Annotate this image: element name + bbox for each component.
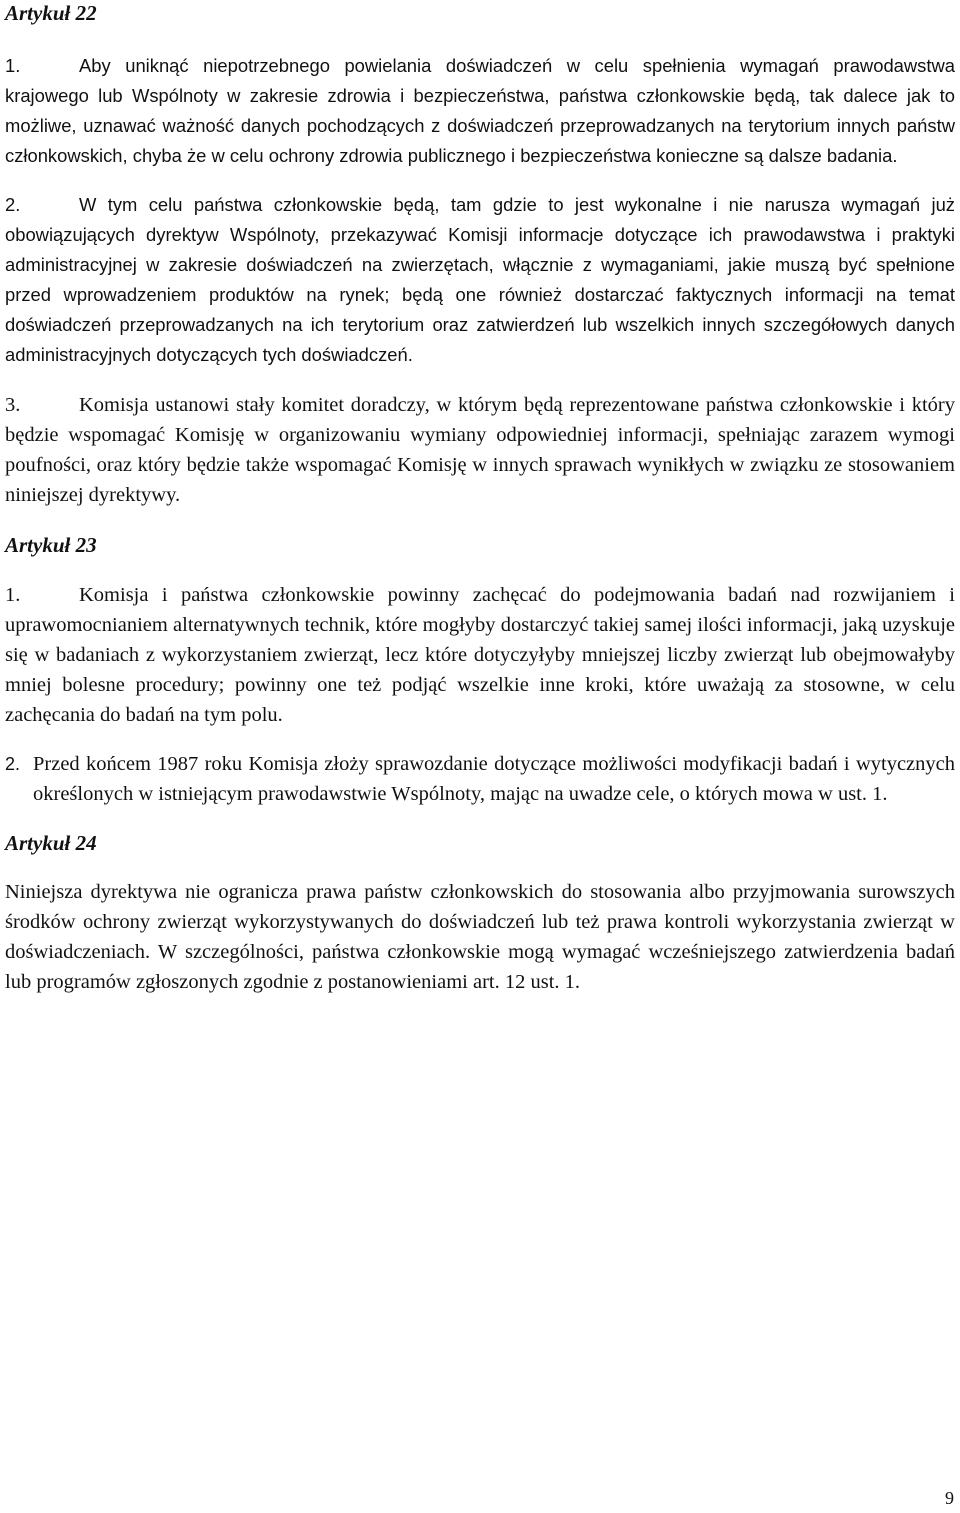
- paragraph-number: 1.: [5, 55, 21, 76]
- paragraph-text: Przed końcem 1987 roku Komisja złoży sprawozdanie dotyczące możliwości modyfikacji badań i wytycznych określonych w istniejącym prawodawstwie Wspólnoty, mając na uwadze cele, o których mowa w ust. 1.: [33, 753, 955, 805]
- article-23-paragraph-2: [5, 749, 955, 809]
- article-24-heading: Artykuł 24: [5, 831, 97, 855]
- paragraph-text: Aby uniknąć niepotrzebnego powielania doświadczeń w celu spełnienia wymagań prawodawstwa krajowego lub Wspólnoty w zakresie zdrowia i bezpieczeństwa, państwa członkowskie będą, tak dalece jak to możliwe, uznawać ważność danych pochodzących z doświadczeń przeprowadzanych na terytorium innych państw członkowskich, chyba że w celu ochrony zdrowia publicznego i bezpieczeństwa konieczne są dalsze badania.: [5, 55, 955, 166]
- page-number: 9: [945, 1488, 954, 1508]
- article-22-heading: Artykuł 22: [5, 1, 97, 25]
- paragraph-text: Niniejsza dyrektywa nie ogranicza prawa państw członkowskich do stosowania albo przyjmowania surowszych środków ochrony zwierząt wykorzystywanych do doświadczeń lub też prawa kontroli wykorzystania zwierząt w doświadczeniach. W szczególności, państwa członkowskie mogą wymagać wcześniejszego zatwierdzenia badań lub programów zgłoszonych zgodnie z postanowieniami art. 12 ust. 1.: [5, 881, 955, 993]
- article-23-paragraph-1: [5, 580, 955, 730]
- document-page: [5, 0, 955, 997]
- paragraph-text: W tym celu państwa członkowskie będą, tam gdzie to jest wykonalne i nie narusza wymagań już obowiązujących dyrektyw Wspólnoty, przekazywać Komisji informacje dotyczące ich prawodawstwa i praktyki administracyjnej w zakresie doświadczeń na zwierzętach, włącznie z wymaganiami, jakie muszą być spełnione przed wprowadzeniem produktów na rynek; będą one również dostarczać faktycznych informacji na temat doświadczeń przeprowadzanych na ich terytorium oraz zatwierdzeń lub wszelkich innych szczegółowych danych administracyjnych dotyczących tych doświadczeń.: [5, 194, 955, 365]
- article-22-paragraph-3: [5, 390, 955, 510]
- paragraph-number: 2.: [5, 754, 21, 774]
- paragraph-number: 2.: [5, 194, 21, 215]
- article-22-paragraph-1: [5, 51, 955, 171]
- article-22-paragraph-2: [5, 190, 955, 370]
- article-24-paragraph-1: [5, 877, 955, 997]
- paragraph-text: Komisja i państwa członkowskie powinny zachęcać do podejmowania badań nad rozwijaniem i uprawomocnianiem alternatywnych technik, które mogłyby dostarczyć takiej samej ilości informacji, jaką uzyskuje się w badaniach z wykorzystaniem zwierząt, lecz które dotyczyłyby mniejszej liczby zwierząt lub obejmowałyby mniej bolesne procedury; powinny one też podjąć wszelkie inne kroki, które uważają za stosowne, w celu zachęcania do badań na tym polu.: [5, 584, 955, 726]
- paragraph-number: 3.: [5, 394, 21, 416]
- article-23-heading: Artykuł 23: [5, 533, 97, 557]
- paragraph-number: 1.: [5, 584, 21, 606]
- paragraph-text: Komisja ustanowi stały komitet doradczy, w którym będą reprezentowane państwa członkowskie i który będzie wspomagać Komisję w organizowaniu wymiany odpowiedniej informacji, spełniając zarazem wymogi poufności, oraz który będzie także wspomagać Komisję w innych sprawach wynikłych w związku ze stosowaniem niniejszej dyrektywy.: [5, 394, 955, 506]
